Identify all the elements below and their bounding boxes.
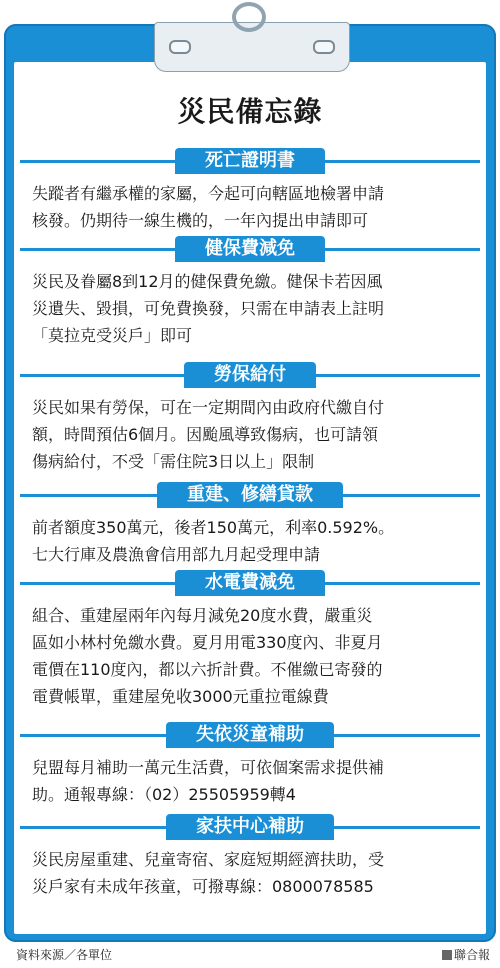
section-header [14, 148, 486, 174]
square-icon [442, 950, 452, 960]
page-title: 災民備忘錄 [177, 95, 323, 128]
section-heading: 勞保給付 [184, 362, 316, 388]
section-body [14, 388, 486, 475]
section-body [14, 596, 486, 710]
source-credit: 資料來源／各單位 [16, 948, 113, 962]
section-header [14, 482, 486, 508]
body-line: 災戶家有未成年孩童，可撥專線：0800078585 [32, 877, 374, 896]
body-line: 區如小林村免繳水費。夏月用電330度內、非夏月 [32, 633, 383, 652]
body-line: 災民房屋重建、兒童寄宿、家庭短期經濟扶助，受 [32, 850, 385, 869]
section-heading: 家扶中心補助 [166, 814, 334, 840]
section-body [14, 262, 486, 349]
section-orphan-subsidy [14, 722, 486, 808]
section-heading: 水電費減免 [175, 570, 325, 596]
body-line: 核發。仍期待一線生機的，一年內提出申請即可 [32, 211, 369, 230]
section-utility-relief [14, 570, 486, 710]
section-body [14, 840, 486, 900]
body-line: 傷病給付，不受「需住院3日以上」限制 [32, 452, 315, 471]
publisher-credit [442, 946, 490, 963]
section-rebuild-loans [14, 482, 486, 568]
section-header [14, 570, 486, 596]
body-line: 組合、重建屋兩年內每月減免20度水費，嚴重災 [32, 606, 373, 625]
body-line: 災民及眷屬8到12月的健保費免繳。健保卡若因風 [32, 272, 383, 291]
body-line: 前者額度350萬元，後者150萬元，利率0.592%。 [32, 518, 395, 537]
body-line: 電費帳單，重建屋免收3000元重拉電線費 [32, 687, 329, 706]
body-line: 災民如果有勞保，可在一定期間內由政府代繳自付 [32, 398, 385, 417]
section-heading: 健保費減免 [175, 236, 325, 262]
section-labor-insurance [14, 362, 486, 475]
clip-slot-right [313, 40, 335, 54]
section-family-support [14, 814, 486, 900]
section-body [14, 174, 486, 234]
section-health-insurance [14, 236, 486, 349]
section-death-certificate [14, 148, 486, 234]
section-header [14, 722, 486, 748]
section-heading: 死亡證明書 [175, 148, 325, 174]
section-header [14, 362, 486, 388]
body-line: 「莫拉克受災戶」即可 [32, 326, 193, 345]
section-body [14, 508, 486, 568]
section-header [14, 814, 486, 840]
body-line: 助。通報專線：（02）25505959轉4 [32, 785, 296, 804]
memo-paper [14, 62, 486, 934]
section-body [14, 748, 486, 808]
section-header [14, 236, 486, 262]
body-line: 兒盟每月補助一萬元生活費，可依個案需求提供補 [32, 758, 385, 777]
section-heading: 重建、修繕貸款 [157, 482, 343, 508]
clip-slot-left [169, 40, 191, 54]
body-line: 電價在110度內，都以六折計費。不催繳已寄發的 [32, 660, 383, 679]
body-line: 七大行庫及農漁會信用部九月起受理申請 [32, 545, 321, 564]
body-line: 額，時間預估6個月。因颱風導致傷病，也可請領 [32, 425, 379, 444]
body-line: 災遺失、毀損，可免費換發，只需在申請表上註明 [32, 299, 385, 318]
clip-ring-icon [232, 2, 266, 32]
publisher-name: 聯合報 [453, 948, 490, 962]
body-line: 失蹤者有繼承權的家屬，今起可向轄區地檢署申請 [32, 184, 385, 203]
section-heading: 失依災童補助 [166, 722, 334, 748]
